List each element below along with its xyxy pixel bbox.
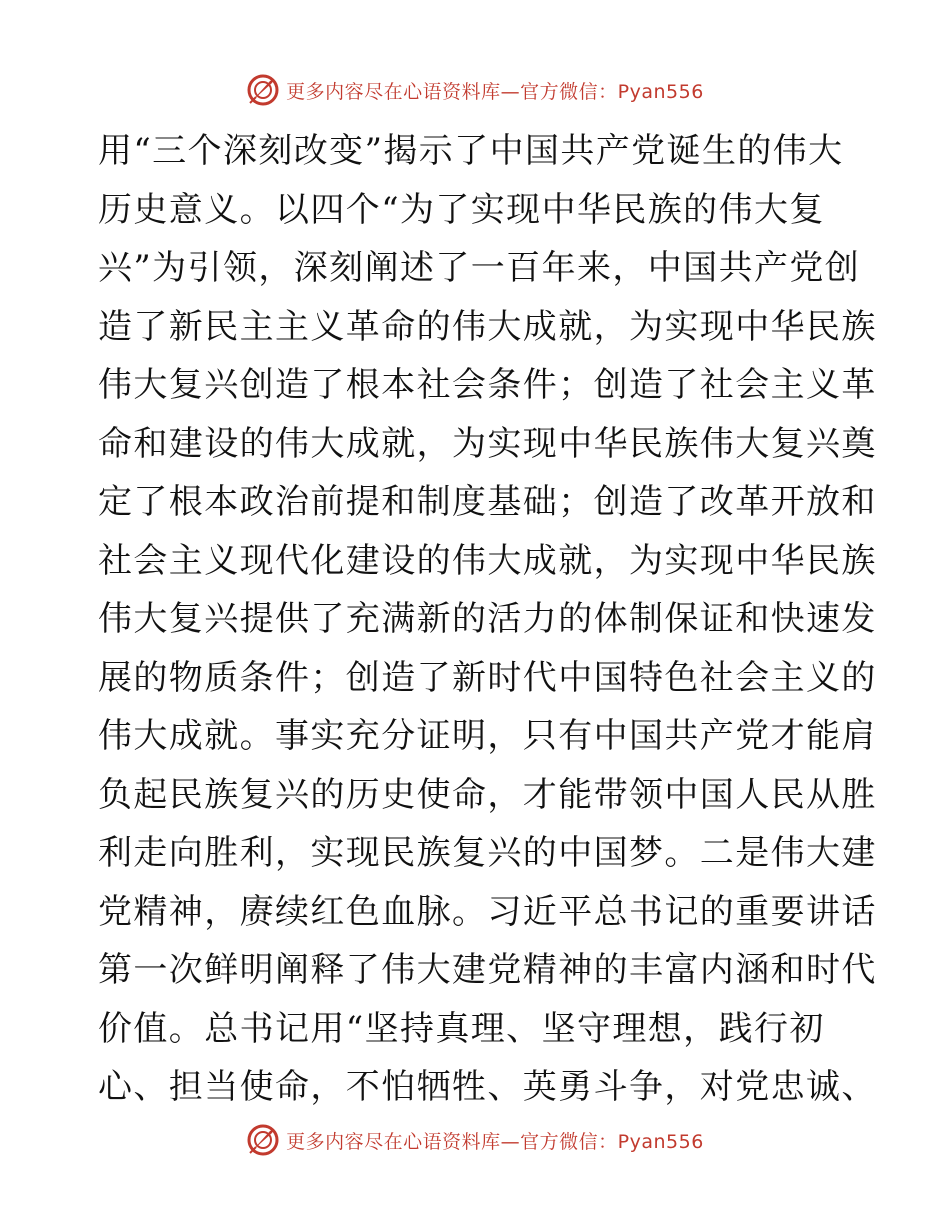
text-line: 伟大复兴创造了根本社会条件；创造了社会主义革 [98, 365, 877, 405]
text-line: 心、担当使命，不怕牺牲、英勇斗争，对党忠诚、 [98, 1067, 877, 1107]
text-line: 造了新民主主义革命的伟大成就，为实现中华民族 [98, 306, 877, 347]
text-line: 党精神，赓续红色血脉。习近平总书记的重要讲话 [98, 891, 877, 932]
text-line: 价值。总书记用“坚持真理、坚守理想，践行初 [98, 1008, 825, 1049]
body-text [98, 122, 877, 1117]
text-line: 兴”为引领，深刻阐述了一百年来，中国共产党创 [98, 248, 861, 288]
text-line: 第一次鲜明阐释了伟大建党精神的丰富内涵和时代 [98, 950, 877, 990]
text-line: 负起民族复兴的历史使命，才能带领中国人民从胜 [98, 774, 877, 815]
text-line: 伟大成就。事实充分证明，只有中国共产党才能肩 [98, 716, 877, 756]
header-banner-text: 更多内容尽在心语资料库—官方微信：Pyan556 [286, 80, 704, 103]
text-line: 定了根本政治前提和制度基础；创造了改革开放和 [98, 482, 877, 522]
text-line: 伟大复兴提供了充满新的活力的体制保证和快速发 [98, 599, 877, 639]
footer-banner [0, 1120, 950, 1160]
text-line: 展的物质条件；创造了新时代中国特色社会主义的 [98, 657, 877, 698]
text-line: 命和建设的伟大成就，为实现中华民族伟大复兴奠 [98, 423, 877, 464]
text-line: 利走向胜利，实现民族复兴的中国梦。二是伟大建 [98, 833, 877, 873]
quill-pen-logo-icon [246, 1123, 280, 1157]
text-line: 用“三个深刻改变”揭示了中国共产党诞生的伟大 [98, 131, 844, 171]
footer-banner-text: 更多内容尽在心语资料库—官方微信：Pyan556 [286, 1130, 704, 1153]
quill-pen-logo-icon [246, 73, 280, 107]
text-line: 社会主义现代化建设的伟大成就，为实现中华民族 [98, 540, 877, 581]
header-banner [0, 70, 950, 110]
text-line: 历史意义。以四个“为了实现中华民族的伟大复 [98, 189, 825, 230]
